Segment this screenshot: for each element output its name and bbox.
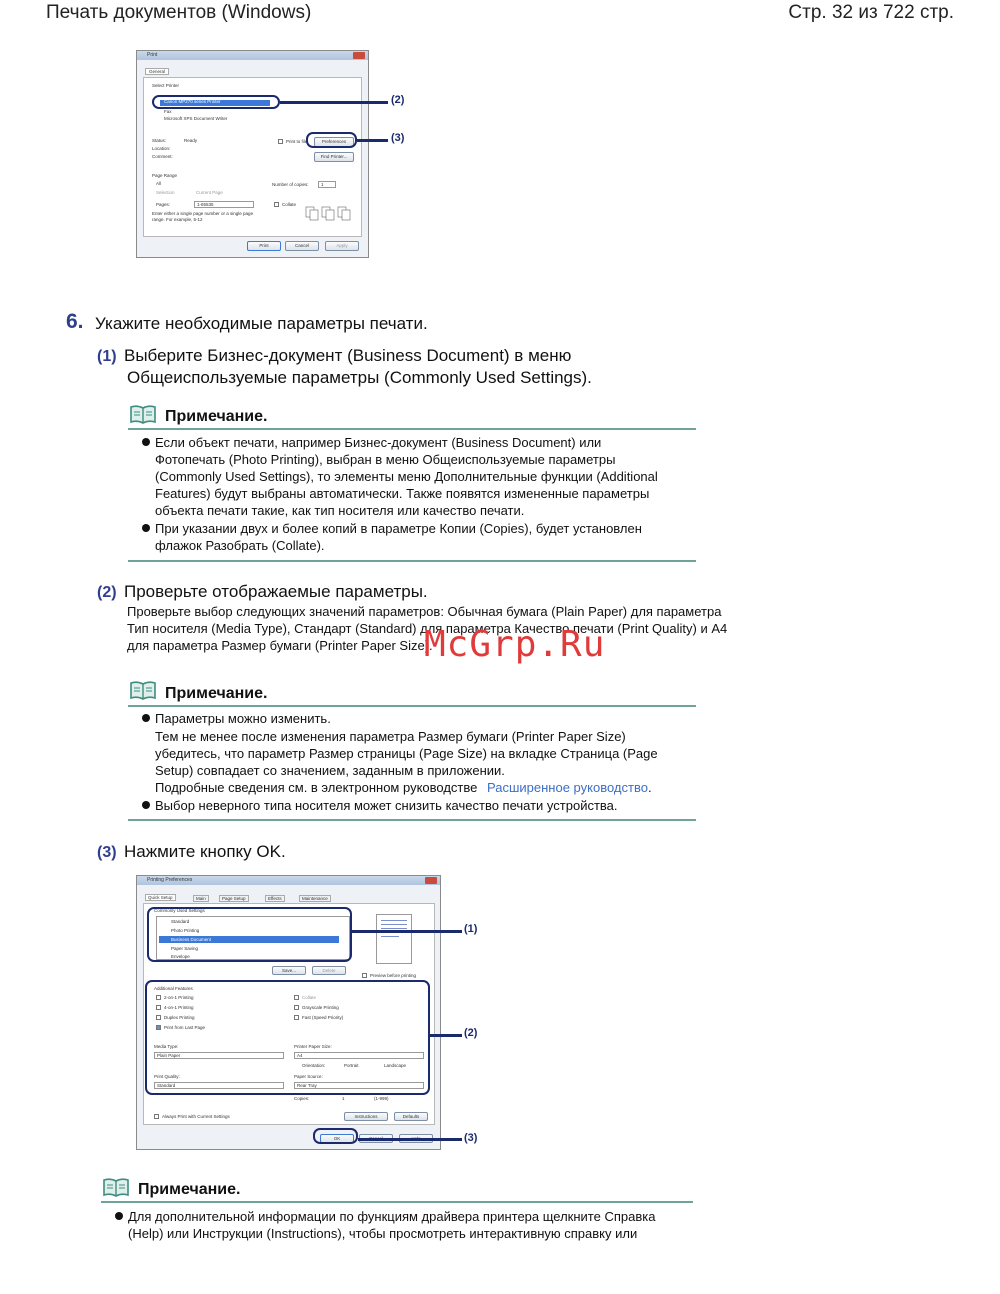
radio-pages[interactable]: Pages: [156,202,171,207]
paper-size-label: Printer Paper Size: [294,1044,332,1049]
substep-1-number: (1) [97,348,117,365]
note-3-bullet [115,1212,123,1220]
delete-button[interactable]: Delete [312,966,346,975]
radio-all[interactable]: All [156,181,162,186]
note-1-b1-line: Features) будут выбраны автоматически. Также появятся измененные параметры [155,486,650,501]
comment-label: Comment: [152,154,173,159]
substep-2-line: Тип носителя (Media Type), Стандарт (Standard) для параметра Качество печати (Print Quality) и A4 [127,621,728,636]
tab-main[interactable]: Main [193,895,209,902]
print-to-file-checkbox[interactable] [278,139,283,144]
list-item[interactable]: Standard [171,919,190,924]
print-button[interactable]: Print [247,241,281,251]
note-book-icon [129,404,157,424]
page-range-label: Page Range [152,173,178,178]
note-2-top-rule [128,705,696,707]
step-text: Укажите необходимые параметры печати. [95,314,428,333]
radio-portrait[interactable]: Portrait [344,1063,359,1068]
list-item[interactable]: Paper Saving [171,946,199,951]
copies-input[interactable]: 1 [318,181,336,188]
tab-maintenance[interactable]: Maintenance [299,895,331,902]
callout-label-3: (3) [391,132,405,144]
note-1-b2-line: При указании двух и более копий в параметре Копии (Copies), будет установлен [155,521,642,536]
substep-3-text: Нажмите кнопку OK. [124,842,286,861]
copies-label: Number of copies: [272,182,309,187]
pages-input[interactable]: 1-65535 [194,201,254,208]
print-window [136,50,369,258]
print-quality-label: Print Quality: [154,1074,180,1079]
collate-checkbox[interactable] [274,202,279,207]
note-1-bullet-1 [142,438,150,446]
printer-xps[interactable]: Microsoft XPS Document Writer [164,116,228,121]
printer-canon[interactable]: Canon MP270 series Printer [164,99,221,104]
callout-circle-3 [306,132,357,148]
page-counter: Стр. 32 из 722 стр. [788,2,954,23]
close-icon [353,52,365,59]
feature-label: Print from Last Page [164,1025,206,1030]
tab-quick-setup[interactable]: Quick Setup [145,894,176,901]
note-3-line: Для дополнительной информации по функциям драйвера принтера щелкните Справка [128,1209,656,1224]
callout-label-1: (1) [464,923,478,935]
watermark: McGrp.Ru [424,624,606,665]
note-2-bullet-2 [142,801,150,809]
callout-box-1 [147,907,352,962]
preview-label: Preview before printing [370,973,417,978]
always-print-label: Always Print with Current Settings [162,1114,230,1119]
note-2-b1-line: убедитесь, что параметр Размер страницы (Page Size) на вкладке Страница (Page [155,746,658,761]
print-quality-select[interactable]: Standard [154,1082,284,1089]
note-book-icon [129,680,157,700]
tab-general[interactable]: General [145,68,169,75]
callout-box-2 [145,980,430,1095]
paper-source-select[interactable]: Rear Tray [294,1082,424,1089]
note-1-b1-line: объекта печати такие, как тип носителя или качество печати. [155,503,525,518]
paper-source-label: Paper Source: [294,1074,323,1079]
window-title: Printing Preferences [137,876,440,885]
note-1-top-rule [128,428,696,430]
collate-label: Collate [282,202,297,207]
copies-input[interactable]: 1 [342,1096,345,1101]
note-3-title: Примечание. [138,1181,241,1198]
callout-label-3: (3) [464,1132,478,1144]
substep-2-line: Проверьте выбор следующих значений параметров: Обычная бумага (Plain Paper) для параметра [127,604,722,619]
note-2-b2-line: Выбор неверного типа носителя может снизить качество печати устройства. [155,798,618,813]
apply-button[interactable]: Apply [325,241,359,251]
callout-leader-1 [352,930,462,933]
collate-pages-icon [304,205,354,221]
note-2-b1-line: Параметры можно изменить. [155,711,331,726]
note-2-bullet-1 [142,714,150,722]
page-range-hint: Enter either a single page number or a single page range. For example, 5-12 [152,211,254,222]
find-printer-button[interactable]: Find Printer... [314,152,354,162]
step-number: 6. [66,310,84,333]
commonly-used-label: Commonly Used Settings [154,908,205,913]
preview-page [376,914,412,964]
paper-size-select[interactable]: A4 [294,1052,424,1059]
note-1-bullet-2 [142,524,150,532]
list-item-selected[interactable]: Business Document [171,937,212,942]
note-2-guide-prefix: Подробные сведения см. в электронном руководстве [155,780,478,795]
feature-label: Fast (Speed Priority) [302,1015,344,1020]
feature-label: Collate [302,995,317,1000]
always-print-checkbox[interactable] [154,1114,159,1119]
substep-2-number: (2) [97,584,117,601]
window-title: Print [137,51,368,60]
note-1-bottom-rule [128,560,696,562]
orientation-label: Orientation: [302,1063,326,1068]
feature-label: Duplex Printing [164,1015,195,1020]
location-label: Location: [152,146,171,151]
close-icon [425,877,437,884]
radio-selection[interactable]: Selection [156,190,175,195]
callout-label-2: (2) [464,1027,478,1039]
callout-leader-3 [357,139,388,142]
page-title: Печать документов (Windows) [46,2,312,23]
note-1-b1-line: (Commonly Used Settings), то элементы меню Дополнительные функции (Additional [155,469,658,484]
note-2-title: Примечание. [165,685,268,702]
substep-1-line1: Выберите Бизнес-документ (Business Document) в меню [124,346,572,365]
copies-range: (1-999) [374,1096,389,1101]
select-printer-label: Select Printer [152,83,180,88]
cancel-button[interactable]: Cancel [285,241,319,251]
radio-current-page[interactable]: Current Page [196,190,223,195]
callout-circle-3 [313,1128,358,1144]
preview-checkbox[interactable] [362,973,367,978]
note-3-top-rule [101,1201,693,1203]
radio-landscape[interactable]: Landscape [384,1063,407,1068]
note-1-b2-line: флажок Разобрать (Collate). [155,538,325,553]
callout-leader-2 [280,101,388,104]
tab-page-setup[interactable]: Page Setup [219,895,249,902]
media-type-select[interactable]: Plain Paper [154,1052,284,1059]
list-item[interactable]: Photo Printing [171,928,200,933]
substep-2-title: Проверьте отображаемые параметры. [124,582,428,601]
save-button[interactable]: Save... [272,966,306,975]
note-2-bottom-rule [128,819,696,821]
instructions-button[interactable]: Instructions [344,1112,388,1121]
note-2-b1-line: Тем не менее после изменения параметра Размер бумаги (Printer Paper Size) [155,729,626,744]
substep-2-line: для параметра Размер бумаги (Printer Paper Size). [127,638,433,653]
substep-3-number: (3) [97,844,117,861]
feature-label: 2-on-1 Printing [164,995,194,1000]
copies-label: Copies: [294,1096,310,1101]
note-1-b1-line: Фотопечать (Photo Printing), выбран в меню Общеиспользуемые параметры [155,452,616,467]
additional-features-label: Additional Features [154,986,193,991]
callout-label-2: (2) [391,94,405,106]
preferences-button[interactable]: Preferences [314,137,354,147]
note-2-guide-suffix: . [647,780,652,795]
substep-1-line2: Общеиспользуемые параметры (Commonly Used Settings). [127,368,592,387]
tab-effects[interactable]: Effects [265,895,285,902]
note-3-line: (Help) или Инструкции (Instructions), чтобы просмотреть интерактивную справку или [128,1226,638,1241]
printer-fax[interactable]: Fax [164,109,172,114]
ok-button[interactable]: OK [320,1134,354,1143]
defaults-button[interactable]: Defaults [394,1112,428,1121]
print-to-file-label: Print to file [286,139,308,144]
list-item[interactable]: Envelope [171,954,190,959]
status-value: Ready [184,138,198,143]
advanced-guide-link[interactable]: Расширенное руководство [487,780,648,795]
note-2-b1-line: Setup) совпадает со значением, заданным в приложении. [155,763,505,778]
note-1-b1-line: Если объект печати, например Бизнес-документ (Business Document) или [155,435,602,450]
callout-leader-3 [358,1138,462,1141]
status-label: Status: [152,138,167,143]
note-book-icon [102,1177,130,1197]
callout-leader-2 [430,1034,462,1037]
feature-label: Grayscale Printing [302,1005,339,1010]
note-1-title: Примечание. [165,408,268,425]
callout-circle-2 [152,95,280,109]
feature-label: 4-on-1 Printing [164,1005,194,1010]
media-type-label: Media Type: [154,1044,179,1049]
